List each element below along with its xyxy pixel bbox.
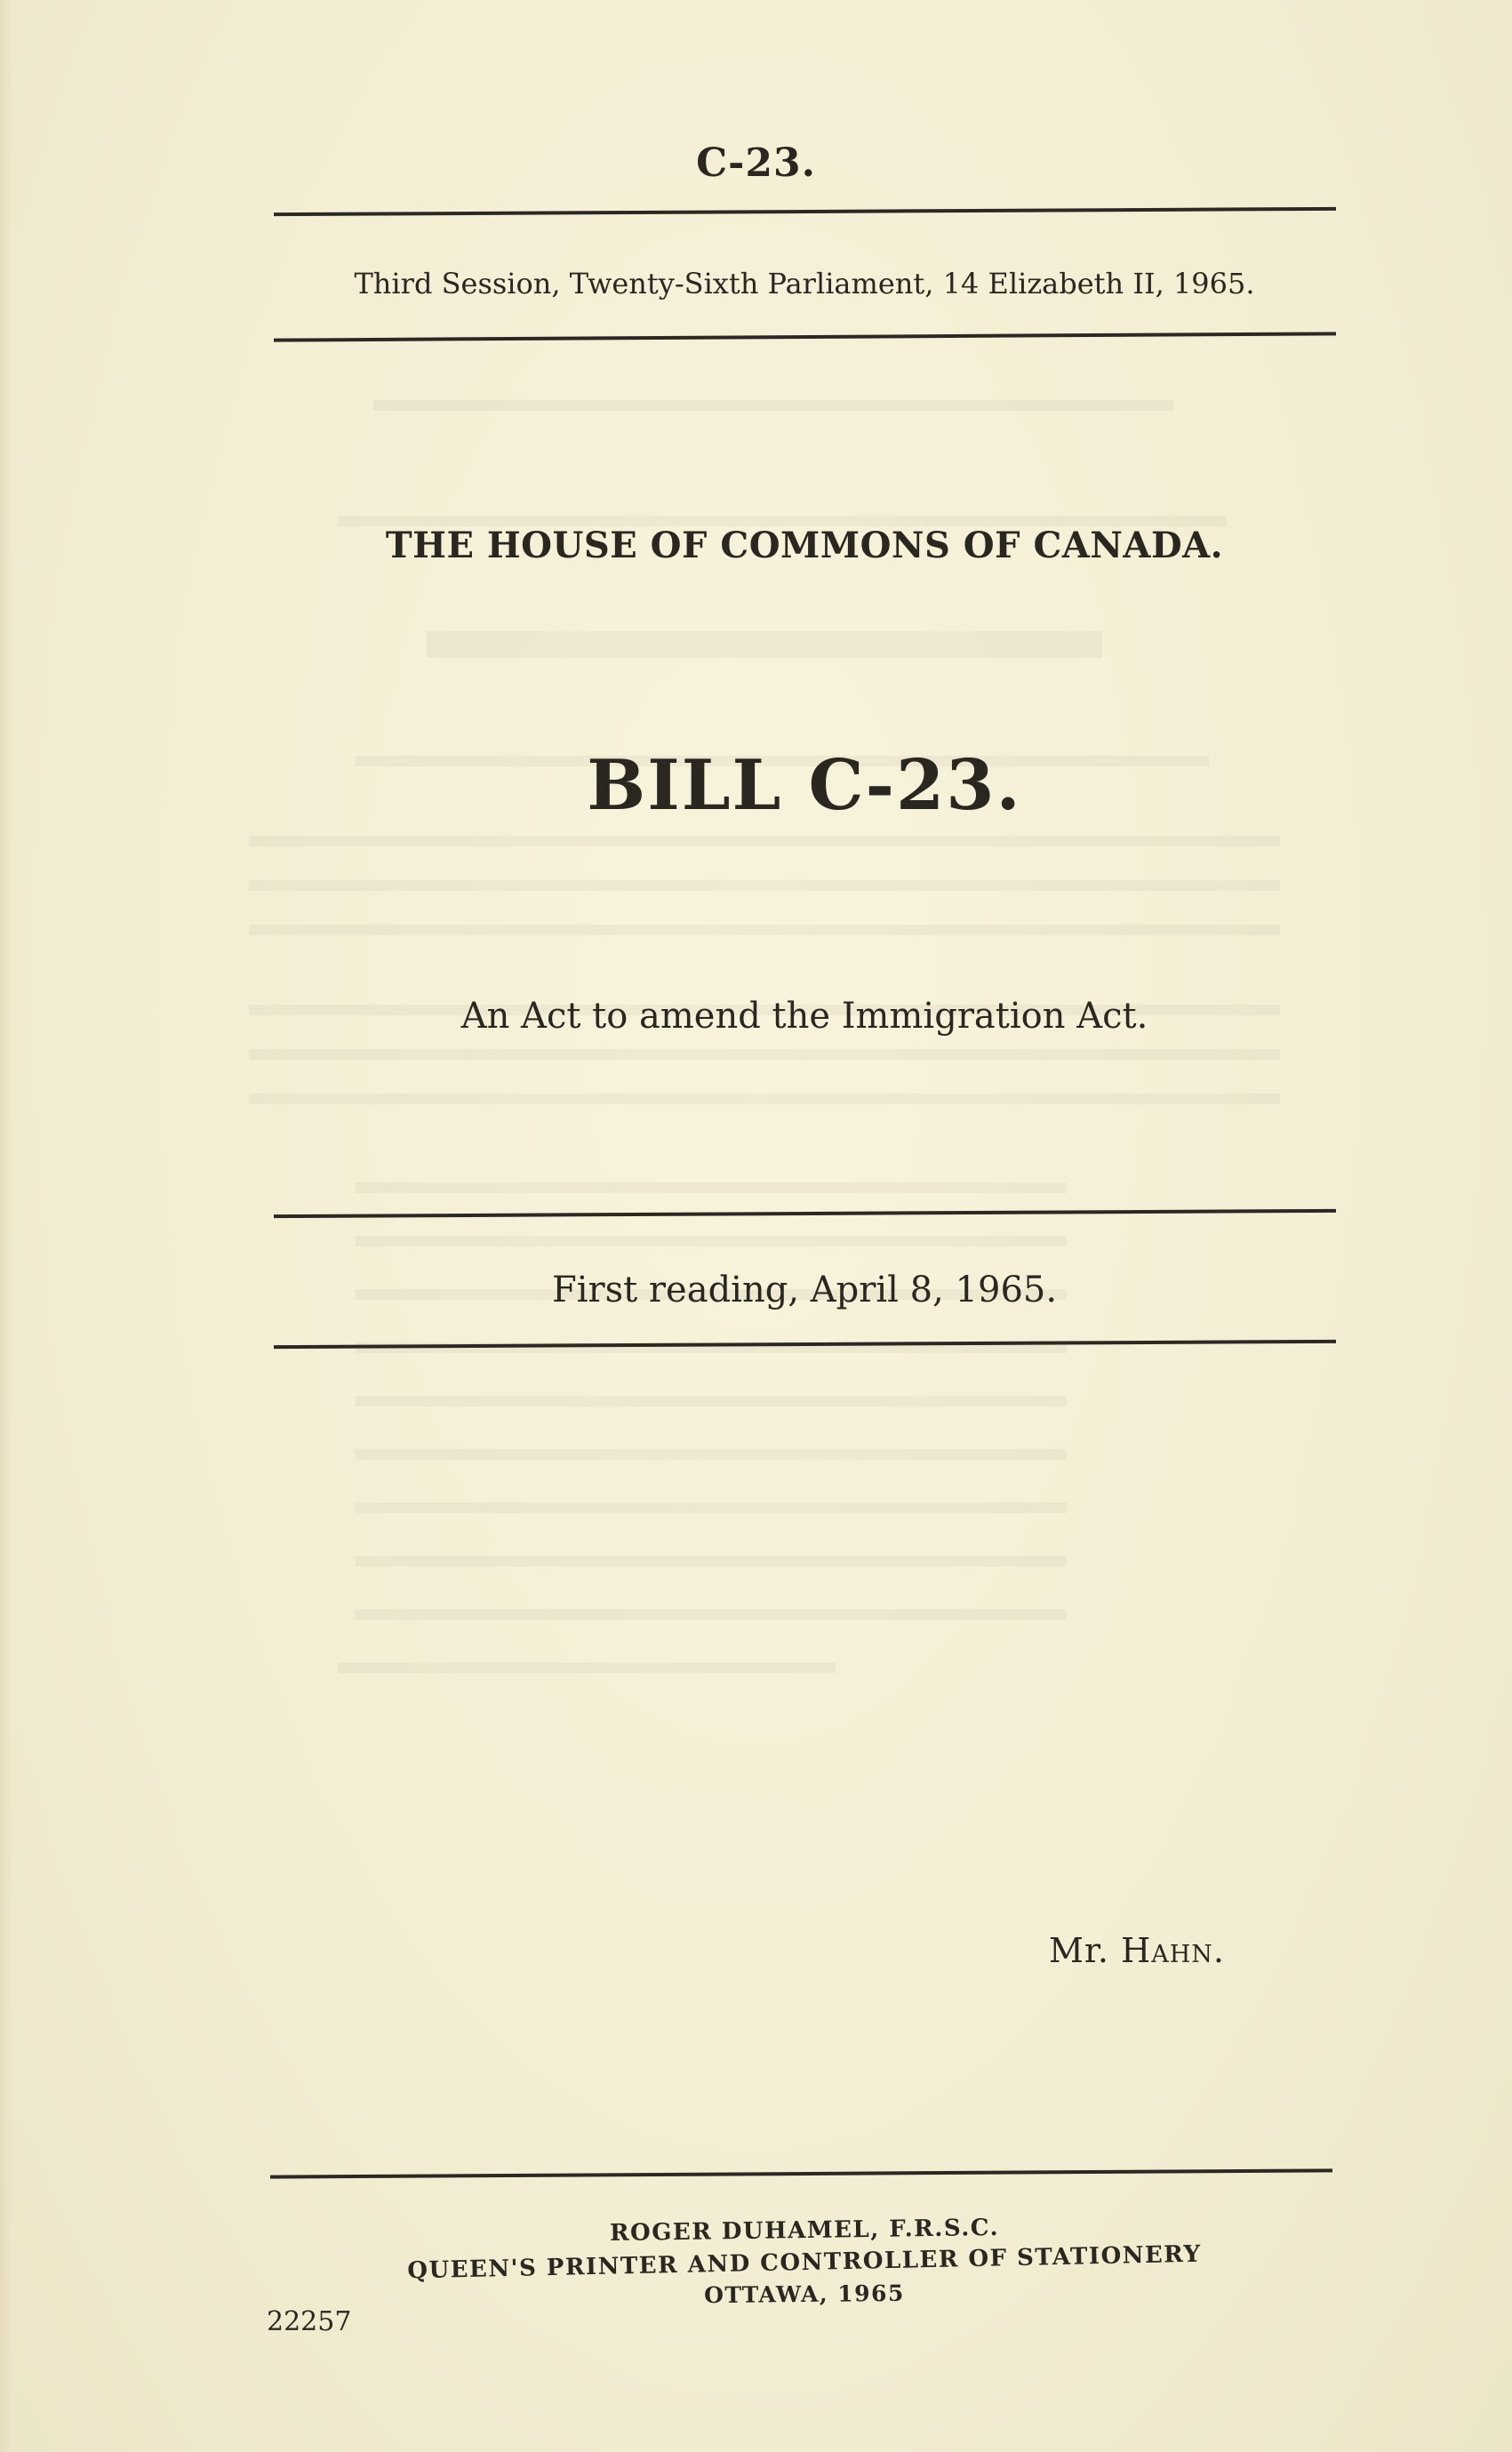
printer-name: ROGER DUHAMEL, F.R.S.C.	[609, 2214, 1000, 2248]
printer-title: QUEEN'S PRINTER AND CONTROLLER OF STATIONERY	[407, 2240, 1202, 2285]
page-edge-shadow	[0, 0, 12, 2452]
header-rule-bottom	[274, 332, 1336, 341]
reading-rule-bottom	[274, 1340, 1336, 1349]
session-line: Third Session, Twenty-Sixth Parliament, 14 Elizabeth II, 1965.	[354, 267, 1255, 300]
reading-rule-top	[274, 1209, 1336, 1218]
act-title: An Act to amend the Immigration Act.	[460, 996, 1148, 1037]
member-prefix: Mr.	[1049, 1931, 1109, 1970]
bill-code-header: C-23.	[696, 140, 816, 186]
footer-rule	[270, 2168, 1332, 2178]
printer-location: OTTAWA, 1965	[703, 2280, 906, 2309]
show-through-block	[213, 382, 1333, 1716]
bill-title: BILL C-23.	[587, 745, 1022, 826]
member-surname: Hahn.	[1121, 1931, 1225, 1970]
first-reading-line: First reading, April 8, 1965.	[551, 1270, 1058, 1310]
header-rule-top	[274, 207, 1336, 216]
house-heading: THE HOUSE OF COMMONS OF CANADA.	[385, 525, 1224, 566]
member-name	[1049, 1931, 1225, 1970]
print-number: 22257	[267, 2306, 352, 2337]
